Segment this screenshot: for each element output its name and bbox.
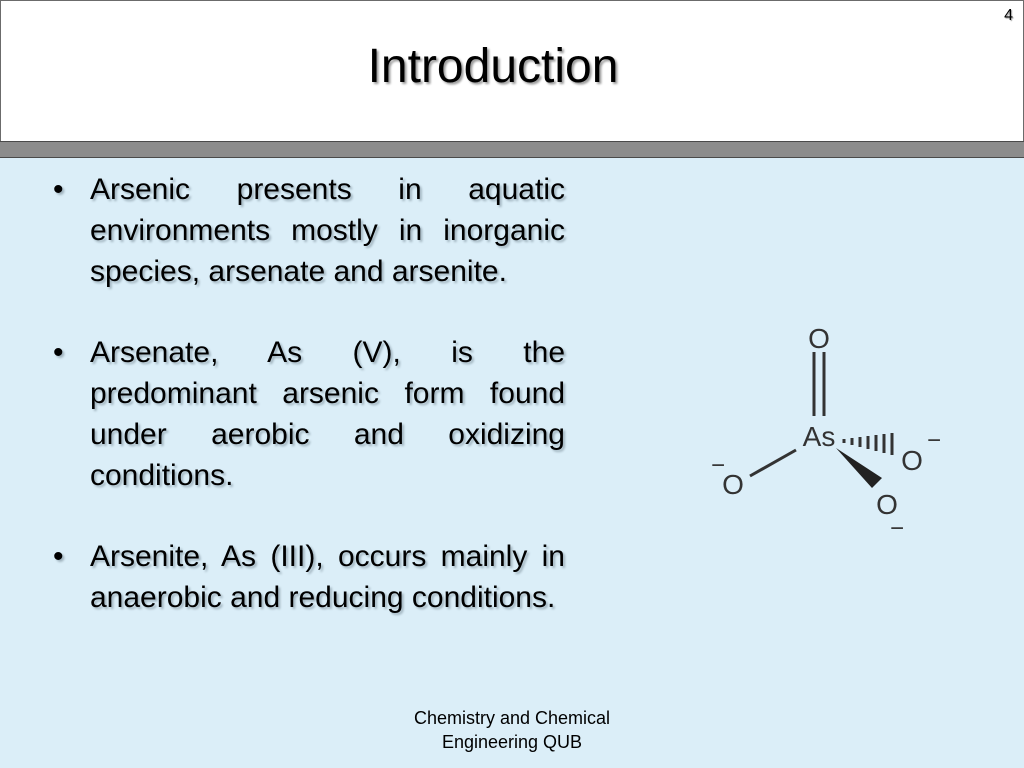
- header-divider: [0, 141, 1024, 158]
- arsenic-label: As: [802, 421, 836, 452]
- footer-line: Engineering QUB: [441, 732, 583, 752]
- oxygen-label-bottom: O: [876, 489, 898, 520]
- bullet-text: Arsenic presents in aquatic environments mostly in inorganic species, arsenate and arsenite.: [90, 173, 565, 288]
- arsenate-structure-diagram: [700, 318, 950, 538]
- bullet-text: Arsenate, As (V), is the predominant arsenic form found under aerobic and oxidizing conditions.: [90, 336, 565, 492]
- footer-line: Chemistry and Chemical: [413, 708, 611, 728]
- slide-header: [0, 0, 1024, 141]
- bullet-icon: •: [53, 540, 64, 573]
- bullet-item: [50, 332, 565, 496]
- charge-label-right: −: [926, 427, 942, 454]
- bullet-icon: •: [53, 336, 64, 369]
- bullet-icon: •: [53, 173, 64, 206]
- oxygen-label-top: O: [808, 323, 830, 354]
- bullet-item: [50, 536, 565, 618]
- charge-label-left: −: [710, 452, 726, 479]
- slide-footer: [380, 706, 644, 754]
- slide-title: Introduction: [367, 40, 619, 93]
- bullet-text: Arsenite, As (III), occurs mainly in anaerobic and reducing conditions.: [90, 540, 565, 614]
- oxygen-label-right: O: [901, 445, 923, 476]
- oxygen-label-left: O: [722, 469, 744, 500]
- charge-label-bottom: −: [889, 515, 905, 538]
- page-number: 4: [1004, 7, 1013, 24]
- bullet-list: [50, 169, 565, 658]
- bullet-item: [50, 169, 565, 292]
